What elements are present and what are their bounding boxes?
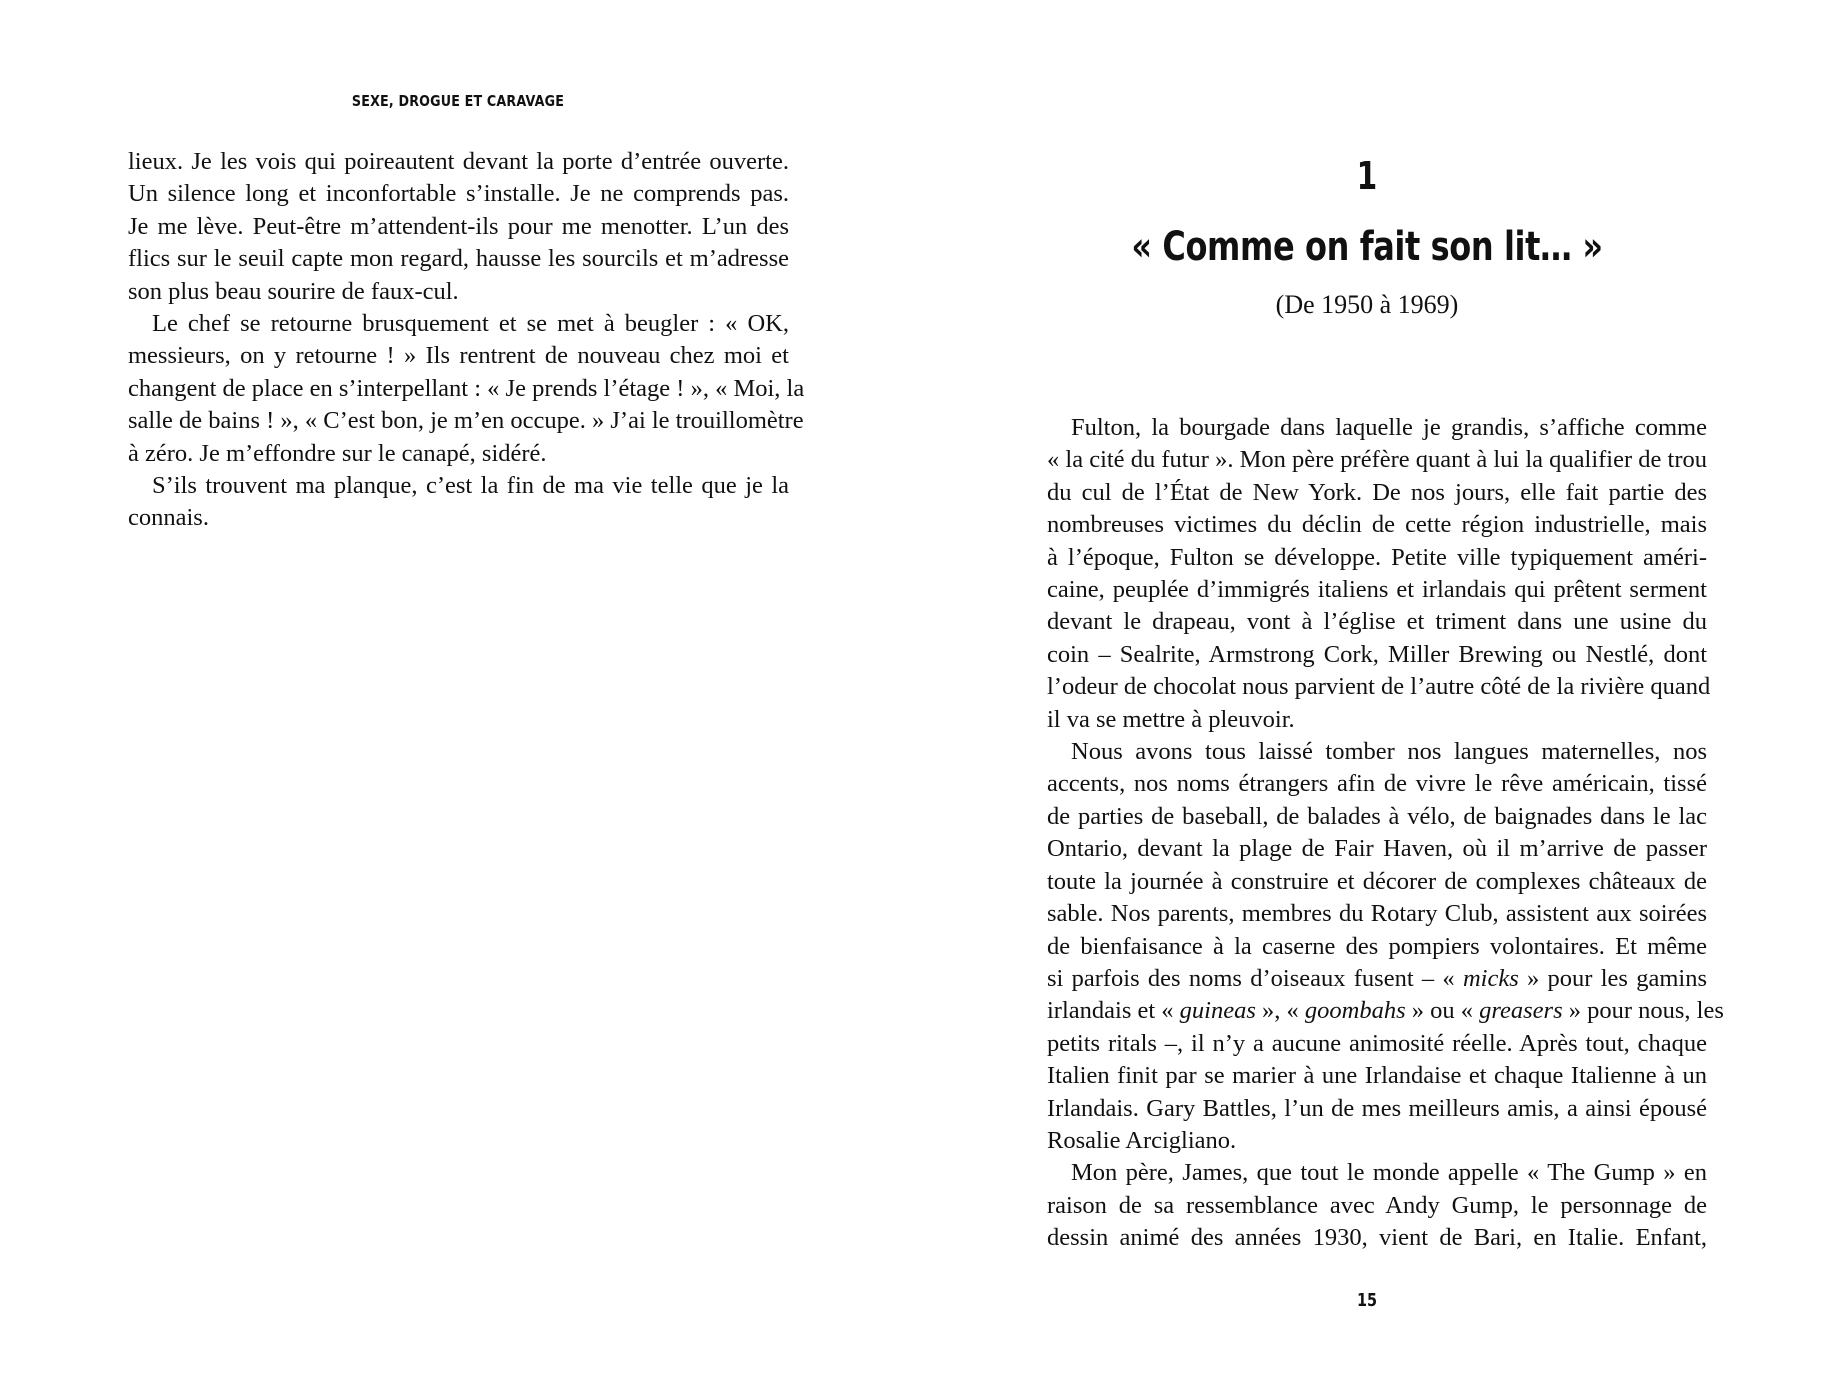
text-line: S’ils trouvent ma planque, c’est la fin de ma vie telle que je la — [152, 472, 789, 500]
text-line: « la cité du futur ». Mon père préfère quant à lui la qualifier de trou — [1047, 446, 1707, 474]
chapter-subtitle: (De 1950 à 1969) — [1275, 290, 1459, 319]
text-line: Fulton, la bourgade dans laquelle je grandis, s’affiche comme — [1071, 414, 1707, 441]
chapter-number: 1 — [1356, 154, 1378, 198]
text-line: à l’époque, Fulton se développe. Petite ville typiquement améri- — [1047, 543, 1707, 571]
text-line: salle de bains ! », « C’est bon, je m’en occupe. » J’ai le trouillomètre — [128, 407, 804, 435]
text-line: Nous avons tous laissé tomber nos langues maternelles, nos — [1071, 738, 1707, 766]
text-line: caine, peuplée d’immigrés italiens et irlandais qui prêtent serment — [1047, 576, 1707, 604]
text-line: devant le drapeau, vont à l’église et triment dans une usine du — [1047, 608, 1707, 636]
text-line: toute la journée à construire et décorer de complexes châteaux de — [1047, 867, 1707, 895]
text-line: petits ritals –, il n’y a aucune animosité réelle. Après tout, chaque — [1047, 1029, 1707, 1057]
text-line: du cul de l’État de New York. De nos jours, elle fait partie des — [1047, 478, 1707, 506]
text-line: coin – Sealrite, Armstrong Cork, Miller Brewing ou Nestlé, dont — [1047, 640, 1707, 668]
text-line: de bienfaisance à la caserne des pompiers volontaires. Et même — [1047, 932, 1707, 960]
text-line: nombreuses victimes du déclin de cette région industrielle, mais — [1047, 511, 1707, 539]
left-body-text — [128, 146, 805, 535]
running-head: SEXE, DROGUE ET CARAVAGE — [351, 92, 565, 110]
text-line: Ontario, devant la plage de Fair Haven, où il m’arrive de passer — [1047, 835, 1707, 863]
right-page — [911, 0, 1823, 1400]
text-line: accents, nos noms étrangers afin de vivre le rêve américain, tissé — [1047, 770, 1707, 798]
text-line: connais. — [128, 504, 209, 532]
text-line: lieux. Je les vois qui poireautent devant la porte d’entrée ouverte. — [128, 148, 789, 175]
text-line: son plus beau sourire de faux-cul. — [128, 277, 459, 305]
page-number: 15 — [1356, 1290, 1378, 1311]
text-line: à zéro. Je m’effondre sur le canapé, sidéré. — [128, 439, 547, 467]
text-line: changent de place en s’interpellant : « Je prends l’étage ! », « Moi, la — [128, 374, 805, 402]
text-line: de parties de baseball, de balades à vélo, de baignades dans le lac — [1047, 802, 1707, 830]
text-line: il va se mettre à pleuvoir. — [1047, 705, 1295, 733]
text-line: flics sur le seuil capte mon regard, hausse les sourcils et m’adresse — [128, 245, 789, 273]
right-body-text — [1047, 412, 1724, 1255]
text-line: Irlandais. Gary Battles, l’un de mes meilleurs amis, a ainsi épousé — [1047, 1094, 1707, 1122]
text-line: Mon père, James, que tout le monde appelle « The Gump » en — [1071, 1159, 1707, 1187]
left-page — [0, 0, 911, 1400]
text-line: sable. Nos parents, membres du Rotary Club, assistent aux soirées — [1047, 900, 1707, 928]
text-line: Je me lève. Peut-être m’attendent-ils pour me menotter. L’un des — [128, 212, 789, 240]
text-line: Le chef se retourne brusquement et se met à beugler : « OK, — [152, 310, 789, 338]
text-line: Italien finit par se marier à une Irlandaise et chaque Italienne à un — [1047, 1062, 1707, 1090]
text-line: raison de sa ressemblance avec Andy Gump, le personnage de — [1047, 1191, 1707, 1219]
text-line: messieurs, on y retourne ! » Ils rentrent de nouveau chez moi et — [128, 342, 789, 370]
text-line: irlandais et « guineas », « goombahs » ou « greasers » pour nous, les — [1047, 997, 1724, 1025]
text-line: Un silence long et inconfortable s’installe. Je ne comprends pas. — [128, 180, 789, 208]
text-line: si parfois des noms d’oiseaux fusent – « micks » pour les gamins — [1047, 964, 1707, 992]
text-line: l’odeur de chocolat nous parvient de l’autre côté de la rivière quand — [1047, 673, 1711, 701]
text-line: dessin animé des années 1930, vient de Bari, en Italie. Enfant, — [1047, 1224, 1707, 1252]
chapter-title: « Comme on fait son lit… » — [1131, 224, 1603, 270]
text-line: Rosalie Arcigliano. — [1047, 1126, 1237, 1154]
